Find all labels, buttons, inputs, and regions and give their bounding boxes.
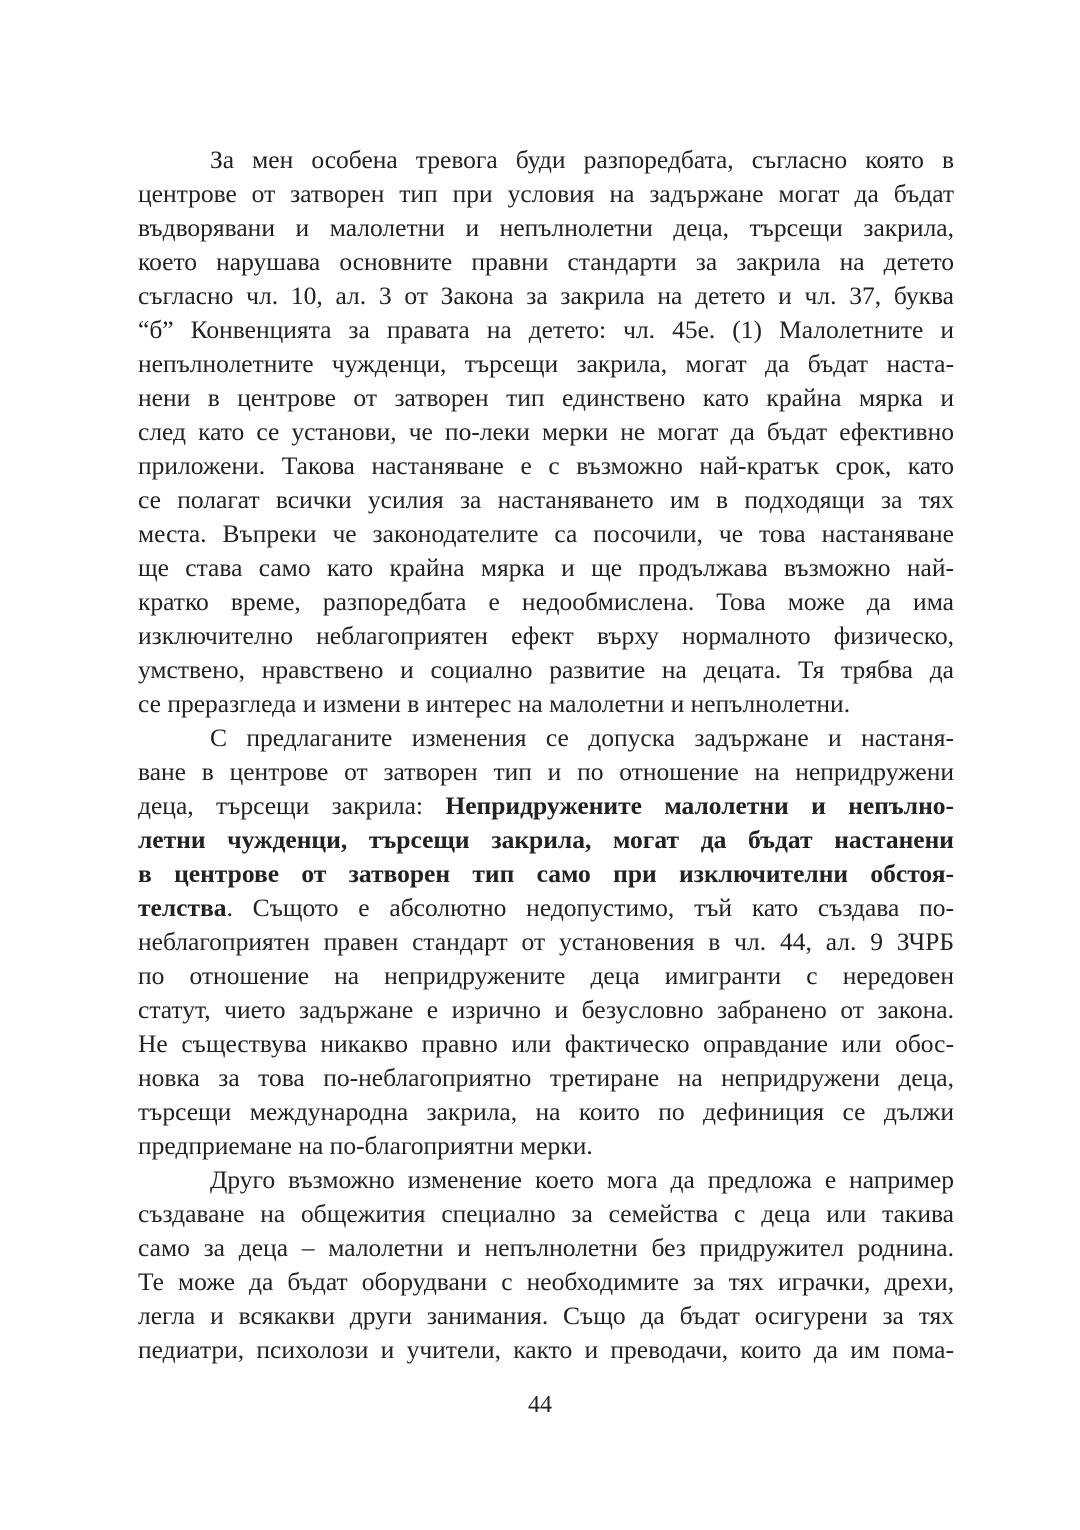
text-segment: съгласно чл. 10, ал. 3 от Закона за закрила на детето и чл. 37, буква xyxy=(138,281,954,310)
text-line xyxy=(138,653,954,687)
text-segment: само за деца – малолетни и непълнолетни без придружител роднина. xyxy=(138,1233,954,1262)
text-line xyxy=(138,857,954,891)
text-line xyxy=(138,925,954,959)
text-segment: педиатри, психолози и учители, както и преводачи, които да им пома- xyxy=(138,1335,954,1364)
text-line xyxy=(138,959,954,993)
text-line xyxy=(138,143,954,177)
text-line xyxy=(138,823,954,857)
text-segment: умствено, нравствено и социално развитие на децата. Тя трябва да xyxy=(138,655,954,684)
text-segment: центрове от затворен тип при условия на задържане могат да бъдат xyxy=(138,179,954,208)
text-segment: се полагат всички усилия за настаняването им в подходящи за тях xyxy=(138,485,954,514)
text-line xyxy=(138,347,954,381)
text-line xyxy=(138,891,954,925)
text-line xyxy=(138,721,954,755)
text-line xyxy=(138,517,954,551)
text-segment: статут, чието задържане е изрично и безусловно забранено от закона. xyxy=(138,995,954,1024)
text-line xyxy=(138,1061,954,1095)
text-segment: ще става само като крайна мярка и ще продължава възможно най- xyxy=(138,553,954,582)
text-segment: Те може да бъдат оборудвани с необходимите за тях играчки, дрехи, xyxy=(138,1267,954,1296)
text-line xyxy=(138,1027,954,1061)
text-segment: С предлаганите изменения се допуска задържане и настаня- xyxy=(210,723,954,752)
text-line xyxy=(138,313,954,347)
text-line xyxy=(138,619,954,653)
text-segment: създаване на общежития специално за семейства с деца или такива xyxy=(138,1199,954,1228)
text-segment: легла и всякакви други занимания. Също да бъдат осигурени за тях xyxy=(138,1301,954,1330)
text-line xyxy=(138,381,954,415)
text-line xyxy=(138,449,954,483)
text-segment: неблагоприятен правен стандарт от установения в чл. 44, ал. 9 ЗЧРБ xyxy=(138,927,954,956)
text-line xyxy=(138,1129,954,1163)
text-line xyxy=(138,211,954,245)
text-line xyxy=(138,177,954,211)
text-line xyxy=(138,1299,954,1333)
text-line xyxy=(138,245,954,279)
body-text xyxy=(138,143,954,1367)
text-segment: ване в центрове от затворен тип и по отношение на непридружени xyxy=(138,757,954,786)
text-line xyxy=(138,1095,954,1129)
text-line xyxy=(138,1231,954,1265)
text-segment: За мен особена тревога буди разпоредбата, съгласно която в xyxy=(210,145,954,174)
text-line xyxy=(138,1333,954,1367)
bold-text-segment: в центрове от затворен тип само при изключителни обстоя- xyxy=(138,859,954,888)
text-segment: Друго възможно изменение което мога да предложа е например xyxy=(210,1165,954,1194)
bold-text-segment: телства xyxy=(138,893,227,922)
text-segment: търсещи международна закрила, на които по дефиниция се дължи xyxy=(138,1097,954,1126)
text-segment: непълнолетните чужденци, търсещи закрила, могат да бъдат наста- xyxy=(138,349,954,378)
text-segment: деца, търсещи закрила: xyxy=(138,791,446,820)
text-segment: след като се установи, че по-леки мерки не могат да бъдат ефективно xyxy=(138,417,954,446)
text-segment: Не съществува никакво правно или фактическо оправдание или обос- xyxy=(138,1029,954,1058)
text-segment: нени в центрове от затворен тип единствено като крайна мярка и xyxy=(138,383,954,412)
text-line xyxy=(138,415,954,449)
text-line xyxy=(138,1265,954,1299)
text-segment: новка за това по-неблагоприятно третиране на непридружени деца, xyxy=(138,1063,954,1092)
text-line xyxy=(138,789,954,823)
text-line xyxy=(138,1197,954,1231)
text-segment: предприемане на по-благоприятни мерки. xyxy=(138,1131,593,1160)
text-line xyxy=(138,755,954,789)
text-segment: места. Въпреки че законодателите са посочили, че това настаняване xyxy=(138,519,954,548)
text-segment: кратко време, разпоредбата е недообмислена. Това може да има xyxy=(138,587,954,616)
text-segment: “б” Конвенцията за правата на детето: чл. 45е. (1) Малолетните и xyxy=(138,315,954,344)
text-segment: се преразгледа и измени в интерес на малолетни и непълнолетни. xyxy=(138,689,851,718)
text-segment: приложени. Такова настаняване е с възможно най-кратък срок, като xyxy=(138,451,954,480)
text-segment: което нарушава основните правни стандарти за закрила на детето xyxy=(138,247,954,276)
bold-text-segment: летни чужденци, търсещи закрила, могат да бъдат настанени xyxy=(138,825,954,854)
bold-text-segment: Непридружените малолетни и непълно- xyxy=(445,791,954,820)
text-segment: . Същото е абсолютно недопустимо, тъй като създава по- xyxy=(226,893,954,922)
text-segment: изключително неблагоприятен ефект върху нормалното физическо, xyxy=(138,621,954,650)
text-line xyxy=(138,585,954,619)
page-number: 44 xyxy=(528,1392,552,1418)
text-line xyxy=(138,687,954,721)
text-line xyxy=(138,993,954,1027)
text-segment: по отношение на непридружените деца имигранти с нередовен xyxy=(138,961,954,990)
text-line xyxy=(138,551,954,585)
text-line xyxy=(138,1163,954,1197)
text-line xyxy=(138,279,954,313)
text-line xyxy=(138,483,954,517)
text-segment: въдворявани и малолетни и непълнолетни деца, търсещи закрила, xyxy=(138,213,954,242)
